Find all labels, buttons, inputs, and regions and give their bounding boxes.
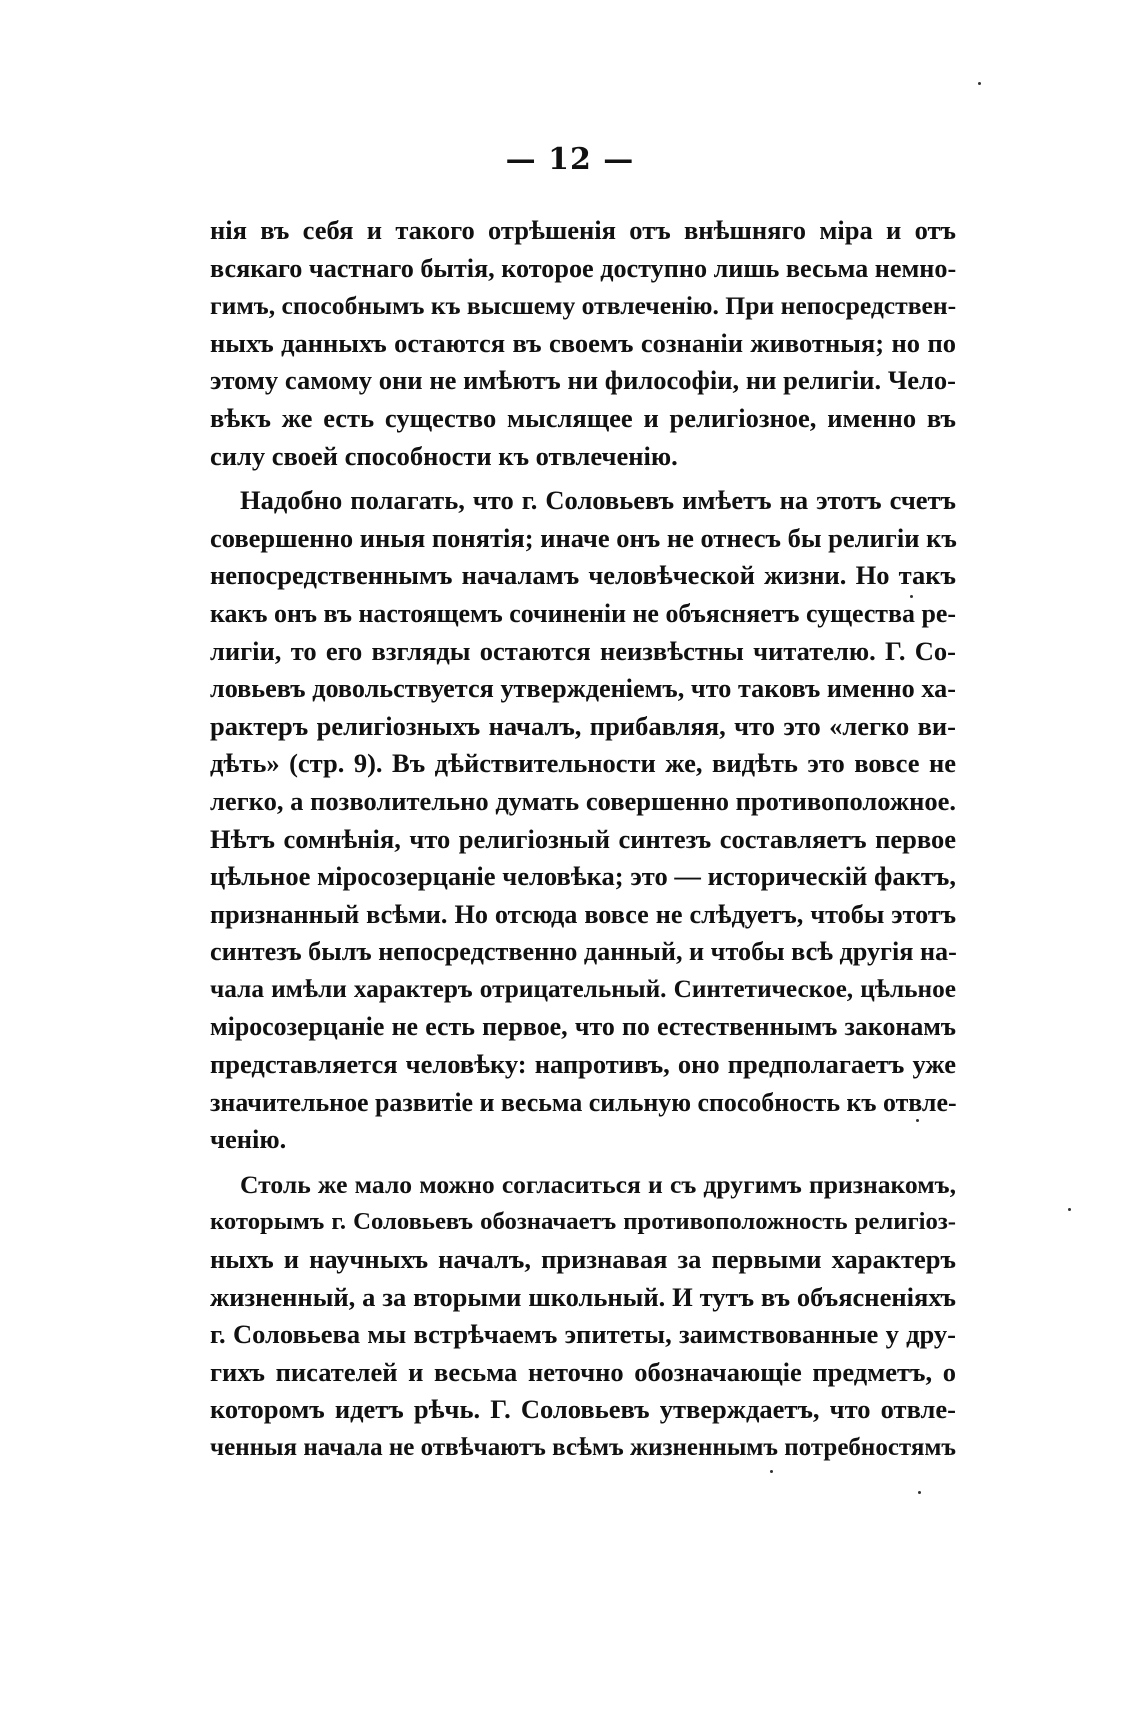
text-line: которомъ идетъ рѣчь. Г. Соловьевъ утверждаетъ, что отвле- (210, 1394, 956, 1425)
text-line: Столь же мало можно согласиться и съ другимъ признакомъ, (240, 1169, 956, 1199)
text-line: рактеръ религіозныхъ началъ, прибавляя, что это «легко ви- (210, 710, 956, 741)
page-number: — 12 — (505, 142, 635, 177)
text-line: цѣльное міросозерцаніе человѣка; это — историческій фактъ, (210, 861, 956, 892)
text-line: синтезъ былъ непосредственно данный, и чтобы всѣ другія на- (210, 937, 957, 967)
text-line: Надобно полагать, что г. Соловьевъ имѣетъ на этотъ счетъ (240, 485, 956, 516)
text-line: какъ онъ въ настоящемъ сочиненіи не объясняетъ существа ре- (210, 598, 956, 628)
text-line: лигіи, то его взгляды остаются неизвѣстны читателю. Г. Со- (210, 635, 956, 666)
body-text (210, 212, 956, 1467)
scan-speck (918, 1491, 921, 1494)
text-line: міросозерцаніе не есть первое, что по естественнымъ законамъ (210, 1012, 956, 1042)
text-line: ченныя начала не отвѣчаютъ всѣмъ жизненнымъ потребностямъ (210, 1434, 956, 1461)
text-line: Нѣтъ сомнѣнія, что религіозный синтезъ составляетъ первое (210, 823, 956, 854)
text-line: ныхъ и научныхъ началъ, признавая за первыми характеръ (210, 1244, 956, 1275)
text-line: значительное развитіе и весьма сильную способность къ отвле- (210, 1087, 957, 1117)
scan-speck (910, 595, 913, 598)
scan-speck (916, 1119, 919, 1122)
text-line: силу своей способности къ отвлеченію. (210, 440, 678, 471)
text-line: дѣть» (стр. 9). Въ дѣйствительности же, видѣть это вовсе не (210, 748, 956, 779)
text-line: нія въ себя и такого отрѣшенія отъ внѣшняго міра и отъ (210, 215, 956, 245)
text-line: всякаго частнаго бытія, которое доступно лишь весьма немно- (210, 253, 957, 283)
text-line: ченію. (210, 1124, 287, 1155)
text-line: совершенно иныя понятія; иначе онъ не отнесъ бы религіи къ (210, 522, 957, 553)
text-line: признанный всѣми. Но отсюда вовсе не слѣдуетъ, чтобы этотъ (210, 899, 956, 929)
text-line: легко, а позволительно думать совершенно противоположное. (210, 785, 956, 816)
text-line: вѣкъ же есть существо мыслящее и религіозное, именно въ (210, 402, 956, 433)
paragraph (210, 482, 956, 1159)
paragraph (210, 1166, 956, 1467)
scan-speck (978, 82, 981, 85)
text-line: представляется человѣку: напротивъ, оно предполагаетъ уже (210, 1049, 956, 1080)
text-line: чала имѣли характеръ отрицательный. Синтетическое, цѣльное (210, 974, 956, 1003)
text-line: гимъ, способнымъ къ высшему отвлеченію. При непосредствен- (210, 291, 957, 321)
text-line: гихъ писателей и весьма неточно обозначающіе предметъ, о (210, 1356, 956, 1387)
text-line: этому самому они не имѣютъ ни философіи, ни религіи. Чело- (210, 365, 956, 396)
text-line: которымъ г. Соловьевъ обозначаетъ противоположность религіоз- (210, 1208, 956, 1236)
text-line: жизненный, а за вторыми школьный. И тутъ въ объясненіяхъ (210, 1281, 956, 1312)
text-line: ныхъ данныхъ остаются въ своемъ сознаніи животныя; но по (210, 327, 956, 358)
text-line: непосредственнымъ началамъ человѣческой жизни. Но такъ (210, 560, 956, 591)
scan-speck (1068, 1208, 1071, 1211)
scan-speck (770, 1470, 773, 1473)
text-line: г. Соловьева мы встрѣчаемъ эпитеты, заимствованные у дру- (210, 1319, 956, 1350)
paragraph (210, 212, 956, 475)
text-line: ловьевъ довольствуется утвержденіемъ, что таковъ именно ха- (210, 674, 956, 704)
